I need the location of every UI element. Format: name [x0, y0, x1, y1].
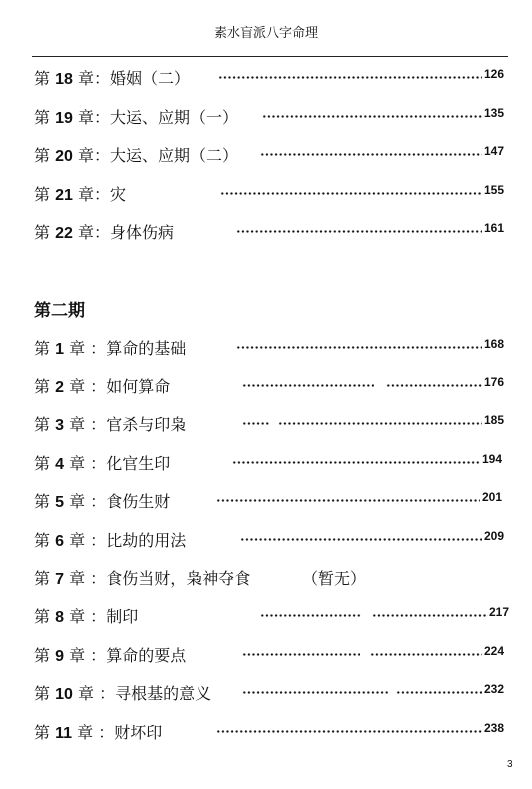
dot-leader [370, 653, 482, 656]
page-number: 3 [507, 759, 513, 770]
section-heading: 第二期 [34, 301, 85, 321]
toc-page-number: 201 [482, 490, 503, 504]
dot-leader [260, 153, 482, 156]
toc-page-number: 238 [484, 721, 505, 735]
dot-leader [220, 192, 482, 195]
toc-entry-label: 第 11 章 ：财坏印 [34, 723, 163, 742]
toc-entry-note: （暂无） [302, 569, 367, 588]
dot-leader [278, 422, 482, 425]
toc-entry-title: 寻根基的意义 [115, 684, 212, 703]
toc-entry[interactable] [34, 412, 512, 438]
toc-entry-title: 食伤当财，枭神夺食 [106, 569, 251, 588]
toc-page-number: 194 [482, 452, 503, 466]
dot-leader [372, 614, 488, 617]
toc-entry-title: 如何算命 [106, 377, 171, 396]
dot-leader [216, 499, 480, 502]
dot-leader [232, 461, 480, 464]
toc-page-number: 224 [484, 644, 505, 658]
toc-entry[interactable] [34, 220, 512, 246]
toc-entry-title: 身体伤病 [109, 223, 174, 242]
toc-entry[interactable] [34, 336, 512, 362]
dot-leader [242, 384, 374, 387]
toc-entry[interactable] [34, 374, 512, 400]
toc-entry-label: 第 6 章 ：比劫的用法 [34, 531, 187, 550]
toc-entry[interactable] [34, 105, 512, 131]
toc-entry-title: 大运、应期（一） [109, 108, 238, 127]
toc-page-number: 147 [484, 144, 505, 158]
toc-entry-label: 第 1 章 ：算命的基础 [34, 339, 187, 358]
toc-entry-title: 食伤生财 [106, 492, 171, 511]
toc-entry-label: 第 7 章 ：食伤当财，枭神夺食 [34, 569, 251, 588]
toc-entry[interactable] [34, 66, 512, 92]
toc-entry-title: 化官生印 [106, 454, 171, 473]
toc-entry[interactable] [34, 720, 512, 746]
dot-leader [242, 422, 270, 425]
toc-page-number: 232 [484, 682, 505, 696]
toc-entry-title: 算命的要点 [106, 646, 187, 665]
dot-leader [262, 115, 482, 118]
toc-entry-label: 第 9 章 ：算命的要点 [34, 646, 187, 665]
toc-page-number: 168 [484, 337, 505, 351]
toc-entry-label: 第 20 章：大运、应期（二） [34, 146, 238, 165]
header-rule [32, 56, 508, 57]
dot-leader [242, 653, 360, 656]
dot-leader [260, 614, 362, 617]
toc-entry-label: 第 18 章：婚姻（二） [34, 69, 190, 88]
toc-entry-label: 第 4 章 ：化官生印 [34, 454, 171, 473]
toc-entry[interactable] [34, 182, 512, 208]
toc-entry-title: 财坏印 [114, 723, 163, 742]
toc-entry-label: 第 2 章 ：如何算命 [34, 377, 171, 396]
toc-page-number: 155 [484, 183, 505, 197]
dot-leader [236, 230, 482, 233]
toc-entry-title: 灾 [109, 185, 126, 204]
dot-leader [216, 730, 482, 733]
dot-leader [236, 346, 482, 349]
toc-entry[interactable] [34, 528, 512, 554]
dot-leader [386, 384, 482, 387]
toc-entry-label: 第 3 章 ：官杀与印枭 [34, 415, 187, 434]
toc-entry-title: 制印 [106, 607, 139, 626]
toc-entry-label: 第 8 章 ：制印 [34, 607, 139, 626]
toc-entry[interactable] [34, 681, 512, 707]
toc-entry-label: 第 10 章 ：寻根基的意义 [34, 684, 212, 703]
toc-entry-title: 算命的基础 [106, 339, 187, 358]
toc-entry-title: 婚姻（二） [109, 69, 190, 88]
toc-entry-title: 大运、应期（二） [109, 146, 238, 165]
toc-page-number: 209 [484, 529, 505, 543]
toc-entry-label: 第 5 章 ：食伤生财 [34, 492, 171, 511]
toc-page-number: 161 [484, 221, 505, 235]
toc-entry-label: 第 22 章：身体伤病 [34, 223, 174, 242]
toc-page-number: 126 [484, 67, 505, 81]
toc-entry-title: 官杀与印枭 [106, 415, 187, 434]
dot-leader [218, 76, 482, 79]
dot-leader [240, 538, 482, 541]
dot-leader [396, 691, 482, 694]
dot-leader [242, 691, 388, 694]
toc-entry[interactable] [34, 604, 512, 630]
toc-page-number: 217 [489, 605, 510, 619]
running-header: 素水盲派八字命理 [213, 26, 318, 41]
toc-entry-label: 第 19 章：大运、应期（一） [34, 108, 238, 127]
toc-entry[interactable] [34, 451, 512, 477]
toc-entry-label: 第 21 章：灾 [34, 185, 126, 204]
toc-entry-title: 比劫的用法 [106, 531, 187, 550]
toc-entry[interactable] [34, 143, 512, 169]
toc-page-number: 185 [484, 413, 505, 427]
toc-entry[interactable] [34, 566, 512, 592]
toc-entry[interactable] [34, 643, 512, 669]
toc-page-number: 176 [484, 375, 505, 389]
toc-page-number: 135 [484, 106, 505, 120]
toc-entry[interactable] [34, 489, 512, 515]
